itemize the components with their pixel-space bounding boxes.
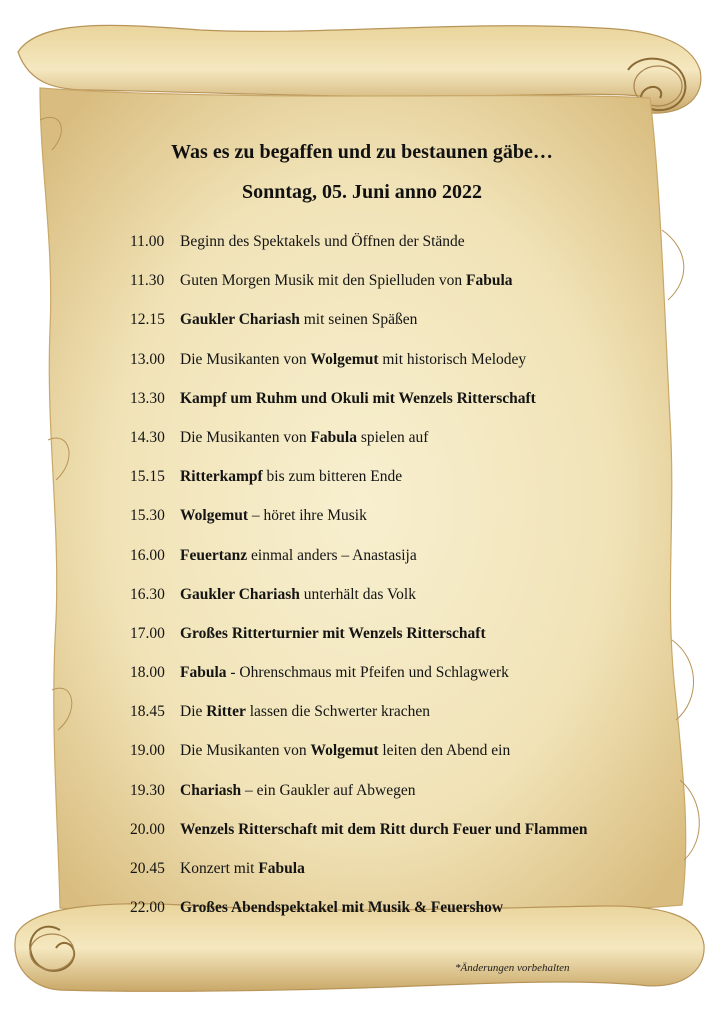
schedule-description bbox=[180, 233, 465, 250]
schedule-time: 15.30 bbox=[130, 507, 165, 525]
highlighted-text: Gaukler Chariash bbox=[180, 311, 300, 329]
highlighted-text: Großes Abendspektakel mit Musik & Feuershow bbox=[180, 899, 504, 917]
highlighted-text: Fabula bbox=[310, 428, 357, 446]
schedule-description bbox=[180, 664, 509, 681]
plain-text: Beginn des Spektakels und Öffnen der Stände bbox=[180, 233, 465, 250]
schedule-item bbox=[130, 269, 650, 308]
schedule-description bbox=[180, 703, 430, 720]
schedule-time: 16.00 bbox=[130, 546, 165, 564]
highlighted-text: Kampf um Ruhm und Okuli mit Wenzels Ritterschaft bbox=[180, 389, 536, 407]
schedule-item bbox=[130, 739, 650, 778]
highlighted-text: Wolgemut bbox=[310, 742, 379, 760]
plain-text: – ein Gaukler auf Abwegen bbox=[241, 781, 416, 799]
event-date: Sonntag, 05. Juni anno 2022 bbox=[241, 181, 483, 203]
schedule-item bbox=[130, 230, 650, 269]
schedule-time: 18.00 bbox=[130, 664, 165, 682]
schedule-time: 16.30 bbox=[130, 585, 165, 603]
plain-text: – höret ihre Musik bbox=[248, 507, 367, 525]
plain-text: spielen auf bbox=[356, 428, 429, 446]
highlighted-text: Ritterkampf bbox=[180, 468, 263, 486]
plain-text: Konzert mit bbox=[180, 860, 259, 877]
schedule-item bbox=[130, 700, 650, 739]
plain-text: Die Musikanten von bbox=[180, 350, 311, 368]
plain-text: mit historisch Melodey bbox=[378, 350, 527, 368]
schedule-time: 17.00 bbox=[130, 624, 165, 642]
schedule-item bbox=[130, 465, 650, 504]
schedule-item bbox=[130, 426, 650, 465]
highlighted-text: Gaukler Chariash bbox=[180, 585, 300, 603]
schedule-item bbox=[130, 308, 650, 347]
schedule-description bbox=[180, 507, 367, 524]
schedule-item bbox=[130, 387, 650, 426]
highlighted-text: Ritter bbox=[206, 703, 246, 721]
plain-text: einmal anders – Anastasija bbox=[247, 546, 417, 564]
schedule-item bbox=[130, 779, 650, 818]
schedule-description bbox=[180, 782, 415, 799]
schedule-time: 20.45 bbox=[130, 860, 165, 877]
schedule-description bbox=[180, 311, 417, 328]
schedule-description bbox=[180, 586, 416, 603]
schedule-time: 19.30 bbox=[130, 781, 165, 799]
schedule-description bbox=[180, 272, 513, 289]
footnote: *Änderungen vorbehalten bbox=[455, 962, 570, 974]
highlighted-text: Wenzels Ritterschaft mit dem Ritt durch Feuer und Flammen bbox=[180, 820, 588, 838]
schedule-time: 11.00 bbox=[130, 233, 165, 250]
schedule-time: 18.45 bbox=[130, 703, 165, 721]
plain-text: lassen die Schwerter krachen bbox=[245, 703, 431, 721]
schedule-description bbox=[180, 351, 526, 368]
schedule-description bbox=[180, 429, 428, 446]
schedule-time: 11.30 bbox=[130, 272, 165, 290]
plain-text: unterhält das Volk bbox=[299, 585, 416, 603]
schedule-description bbox=[180, 821, 588, 838]
highlighted-text: Fabula bbox=[180, 664, 227, 682]
plain-text: Die bbox=[180, 703, 207, 721]
schedule-time: 14.30 bbox=[130, 428, 165, 446]
schedule-item bbox=[130, 896, 650, 935]
schedule-item bbox=[130, 504, 650, 543]
highlighted-text: Großes Ritterturnier mit Wenzels Ritterschaft bbox=[180, 624, 486, 642]
schedule-item bbox=[130, 818, 650, 857]
schedule-list bbox=[130, 230, 650, 935]
page-title: Was es zu begaffen und zu bestaunen gäbe… bbox=[171, 141, 553, 163]
schedule-description bbox=[180, 468, 402, 485]
schedule-description bbox=[180, 742, 510, 759]
schedule-description bbox=[180, 625, 486, 642]
plain-text: bis zum bitteren Ende bbox=[262, 468, 403, 486]
schedule-description bbox=[180, 860, 305, 877]
schedule-item bbox=[130, 857, 650, 896]
highlighted-text: Chariash bbox=[180, 781, 242, 799]
schedule-item bbox=[130, 348, 650, 387]
schedule-description bbox=[180, 547, 417, 564]
highlighted-text: Wolgemut bbox=[310, 350, 379, 368]
highlighted-text: Feuertanz bbox=[180, 546, 248, 564]
schedule-time: 22.00 bbox=[130, 899, 165, 917]
schedule-description bbox=[180, 899, 503, 916]
plain-text: leiten den Abend ein bbox=[378, 742, 511, 760]
highlighted-text: Fabula bbox=[258, 860, 305, 877]
highlighted-text: Wolgemut bbox=[180, 507, 249, 525]
plain-text: - Ohrenschmaus mit Pfeifen und Schlagwerk bbox=[226, 664, 509, 682]
highlighted-text: Fabula bbox=[466, 272, 513, 290]
plain-text: Die Musikanten von bbox=[180, 742, 311, 760]
schedule-item bbox=[130, 661, 650, 700]
schedule-item bbox=[130, 622, 650, 661]
schedule-time: 12.15 bbox=[130, 311, 165, 329]
schedule-time: 20.00 bbox=[130, 820, 165, 838]
schedule-description bbox=[180, 390, 536, 407]
plain-text: mit seinen Späßen bbox=[299, 311, 418, 329]
schedule-time: 15.15 bbox=[130, 468, 165, 486]
schedule-time: 19.00 bbox=[130, 742, 165, 760]
plain-text: Die Musikanten von bbox=[180, 428, 311, 446]
schedule-item bbox=[130, 583, 650, 622]
schedule-item bbox=[130, 544, 650, 583]
schedule-time: 13.00 bbox=[130, 350, 165, 368]
schedule-time: 13.30 bbox=[130, 389, 165, 407]
plain-text: Guten Morgen Musik mit den Spielluden von bbox=[180, 272, 467, 290]
